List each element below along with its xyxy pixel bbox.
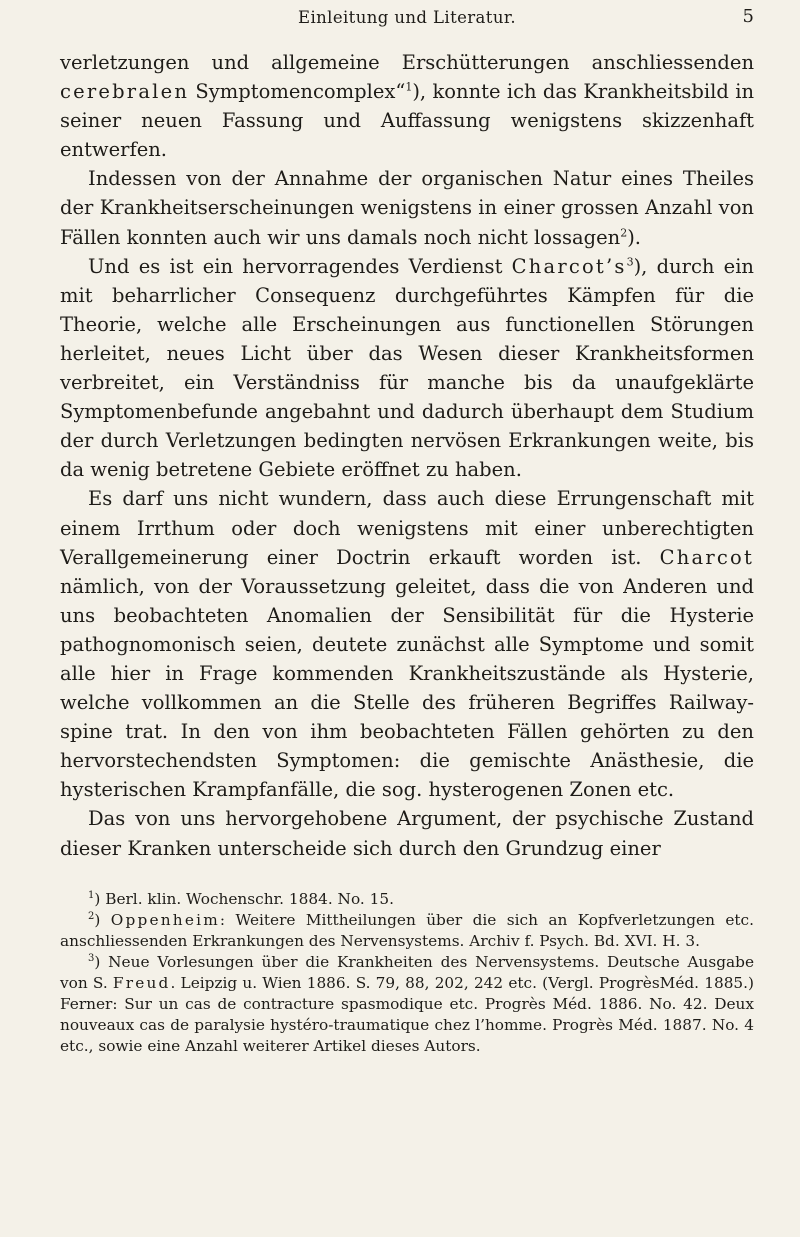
main-text	[60, 48, 754, 863]
running-head	[60, 0, 754, 40]
author-name-oppenheim: Oppenheim	[110, 910, 220, 929]
paragraph-3: Und es ist ein hervorragendes Verdienst $Charcot’s^3$), durch ein mit beharrlicher Consequenz durchgeführtes Kämpfen für die Theorie, welche alle Erscheinungen aus functionellen Störungen herleitet, neues Licht über das Wesen dieser Krankheitsformen verbreitet, ein Verständniss für manche bis da unaufgeklärte Symptomenbefunde angebahnt und dadurch überhaupt dem Studium der durch Verletzungen bedingten nervösen Erkrankungen weite, bis da wenig betretene Gebiete eröffnet zu haben.	[60, 254, 754, 482]
paragraph-1: verletzungen und allgemeine Erschütterungen anschliessenden cerebralen Symptomencomplex“$^1$), konnte ich das Krankheitsbild in seiner neuen Fassung und Auffassung wenigstens skizzenhaft entwerfen.	[60, 51, 755, 162]
spaced-word: cerebralen	[60, 80, 190, 104]
author-name-charcot: Charcot’s	[511, 254, 627, 278]
footnote-ref-2: 2	[620, 226, 628, 240]
footnote-3: $^3$) Neue Vorlesungen über die Krankheiten des Nervensystems. Deutsche Ausgabe von S. Freud. Leipzig u. Wien 1886. S. 79, 88, 202, 242 etc. (Vergl. ProgrèsMéd. 1885.) Ferner: Sur un cas de contracture spasmodique etc. Progrès Méd. 1886. No. 42. Deux nouveaux cas de paralysie hystéro-traumatique chez l’homme. Progrès Méd. 1887. No. 4 etc., sowie eine Anzahl weiterer Artikel dieses Autors.	[60, 952, 754, 1056]
footnote-ref-3: 3	[626, 255, 634, 269]
author-name-freud: Freud	[112, 974, 171, 992]
paragraph-4: Es darf uns nicht wundern, dass auch diese Errungenschaft mit einem Irrthum oder doch wenigstens mit einer unberechtigten Verallgemeinerung einer Doctrin erkauft worden ist. Charcot nämlich, von der Voraussetzung geleitet, dass die von Anderen und uns beobachteten Anomalien der Sensibilität für die Hysterie pathognomonisch seien, deutete zunächst alle Symptome und somit alle hier in Frage kommenden Krankheitszustände als Hysterie, welche vollkommen an die Stelle des früheren Begriffes Railway-spine trat. In den von ihm beobachteten Fällen gehörten zu den hervorstechendsten Symptomen: die gemischte Anästhesie, die hysterischen Krampfanfälle, die sog. hysterogenen Zonen etc.	[60, 487, 754, 802]
footnotes	[60, 889, 754, 1058]
footnote-1: $^1$) Berl. klin. Wochenschr. 1884. No. 15.	[88, 889, 394, 908]
paragraph-5: Das von uns hervorgehobene Argument, der psychische Zustand dieser Kranken unterscheide sich durch den Grundzug einer	[60, 807, 754, 860]
footnote-2: $^2$) Oppenheim: Weitere Mittheilungen über die sich an Kopfverletzungen etc. anschliessenden Erkrankungen des Nervensystems. Archiv f. Psych. Bd. XVI. H. 3.	[60, 910, 754, 950]
footnote-ref-1: 1	[405, 80, 413, 94]
paragraph-2: Indessen von der Annahme der organischen Natur eines Theiles der Krankheitserscheinungen wenigstens in einer grossen Anzahl von Fällen konnten auch wir uns damals noch nicht lossagen$^2$).	[60, 167, 754, 249]
running-title: Einleitung und Literatur.	[298, 8, 516, 27]
author-name-charcot: Charcot	[659, 545, 754, 569]
page-number: 5	[742, 6, 754, 27]
